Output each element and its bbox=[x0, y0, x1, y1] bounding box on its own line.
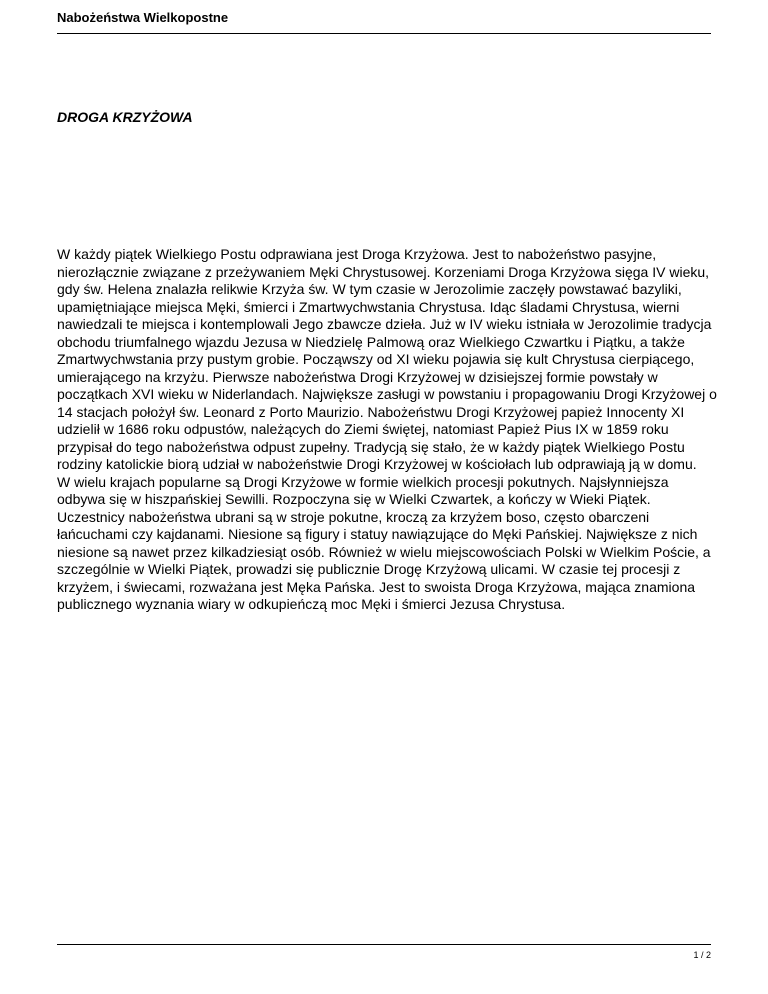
document-title: DROGA KRZYŻOWA bbox=[57, 109, 193, 125]
body-paragraph-1: W każdy piątek Wielkiego Postu odprawiana jest Droga Krzyżowa. Jest to nabożeństwo pasyjne, nierozłącznie związane z przeżywaniem Męki Chrystusowej. Korzeniami Droga Krzyżowa sięga IV wieku, gdy św. Helena znalazła relikwie Krzyża św. W tym czasie w Jerozolimie zaczęły powstawać bazyliki, upamiętniające miejsca Męki, śmierci i Zmartwychwstania Chrystusa. Idąc śladami Chrystusa, wierni nawiedzali te miejsca i kontemplowali Jego zbawcze dzieła. Już w IV wieku istniała w Jerozolimie tradycja obchodu triumfalnego wjazdu Jezusa w Niedzielę Palmową oraz Wielkiego Czwartku i Piątku, a także Zmartwychwstania przy pustym grobie. Począwszy od XI wieku pojawia się kult Chrystusa cierpiącego, umierającego na krzyżu. Pierwsze nabożeństwa Drogi Krzyżowej w dzisiejszej formie powstały w początkach XVI wieku w Niderlandach. Największe zasługi w powstaniu i propagowaniu Drogi Krzyżowej o 14 stacjach położył św. Leonard z Porto Maurizio. Nabożeństwu Drogi Krzyżowej papież Innocenty XI udzielił w 1686 roku odpustów, należących do Ziemi świętej, natomiast Papież Pius IX w 1859 roku przypisał do tego nabożeństwa odpust zupełny. Tradycją się stało, że w każdy piątek Wielkiego Postu rodziny katolickie biorą udział w nabożeństwie Drogi Krzyżowej w kościołach lub odprawiają ją w domu. bbox=[57, 246, 717, 472]
document-body bbox=[57, 246, 717, 614]
body-paragraph-2: W wielu krajach popularne są Drogi Krzyżowe w formie wielkich procesji pokutnych. Najsłynniejsza odbywa się w hiszpańskiej Sewilli. Rozpoczyna się w Wielki Czwartek, a kończy w Wieki Piątek. Uczestnicy nabożeństwa ubrani są w stroje pokutne, kroczą za krzyżem boso, często obarczeni łańcuchami czy kajdanami. Niesione są figury i statuy nawiązujące do Męki Pańskiej. Największe z nich niesione są nawet przez kilkadziesiąt osób. Również w wielu miejscowościach Polski w Wielkim Poście, a szczególnie w Wielki Piątek, prowadzi się publicznie Drogę Krzyżową ulicami. W czasie tej procesji z krzyżem, i świecami, rozważana jest Męka Pańska. Jest to swoista Droga Krzyżowa, mająca znamiona publicznego wyznania wiary w odkupieńczą moc Męki i śmierci Jezusa Chrystusa. bbox=[57, 473, 711, 612]
page-number: 1 / 2 bbox=[693, 950, 711, 960]
header-divider bbox=[57, 33, 711, 34]
header-title: Nabożeństwa Wielkopostne bbox=[57, 10, 229, 25]
page-header bbox=[57, 10, 711, 26]
footer-divider bbox=[57, 944, 711, 945]
